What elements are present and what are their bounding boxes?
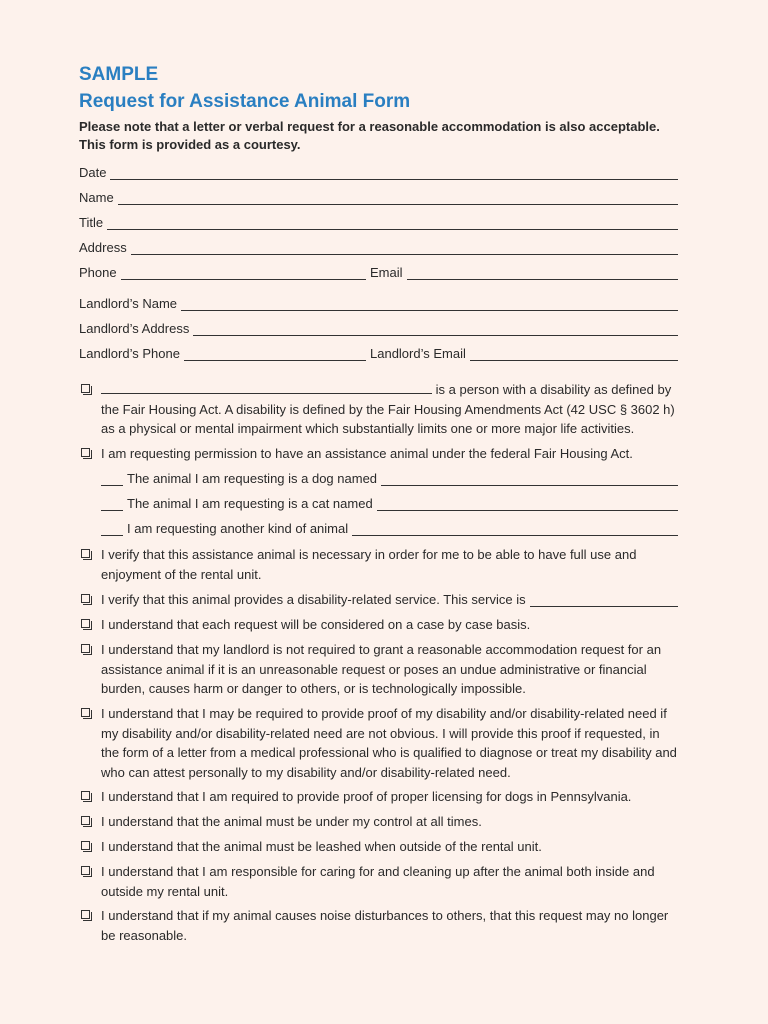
verify-necessary-text: I verify that this assistance animal is necessary in order for me to be able to have full use and enjoyment of the rental unit.	[101, 547, 637, 582]
landlord-address-field[interactable]	[79, 320, 678, 336]
control-text: I understand that the animal must be under my control at all times.	[101, 814, 482, 829]
dog-blank[interactable]	[101, 473, 123, 486]
checkbox-icon[interactable]	[81, 816, 90, 825]
checkbox-icon[interactable]	[81, 619, 90, 628]
name-label: Name	[79, 190, 114, 205]
checkbox-item-caring	[79, 862, 678, 901]
date-label: Date	[79, 165, 107, 180]
disability-tail-text: is a person with a disability as defined by	[435, 382, 672, 397]
landlord-name-field[interactable]	[79, 295, 678, 311]
cat-blank[interactable]	[101, 498, 123, 511]
address-line[interactable]	[131, 242, 678, 255]
cat-name-line[interactable]	[377, 498, 678, 511]
checkbox-item-leashed	[79, 837, 678, 857]
title-field[interactable]	[79, 214, 678, 230]
caring-text: I understand that I am responsible for caring for and cleaning up after the animal both inside and outside my rental unit.	[101, 864, 655, 899]
date-line[interactable]	[110, 167, 678, 180]
checkbox-item-proof	[79, 704, 678, 782]
landlord-email-label: Landlord’s Email	[370, 346, 466, 361]
address-label: Address	[79, 240, 127, 255]
checkbox-icon[interactable]	[81, 644, 90, 653]
checkbox-item-not-required	[79, 640, 678, 699]
checkbox-item-case-by-case	[79, 615, 678, 635]
checkbox-item-verify-necessary	[79, 545, 678, 584]
case-by-case-text: I understand that each request will be considered on a case by case basis.	[101, 617, 531, 632]
disability-rest-text: the Fair Housing Act. A disability is defined by the Fair Housing Amendments Act (42 USC § 3602 h) as a physical or mental impairment which substantially limits one or more major life activities.	[101, 401, 675, 436]
checkbox-icon[interactable]	[81, 866, 90, 875]
checkbox-item-verify-service	[79, 590, 678, 610]
person-name-line[interactable]	[101, 382, 432, 394]
checkbox-item-licensing	[79, 787, 678, 807]
landlord-name-label: Landlord’s Name	[79, 296, 178, 311]
checkbox-item-noise	[79, 906, 678, 945]
landlord-phone-field[interactable]	[79, 345, 366, 361]
checkbox-item-control	[79, 812, 678, 832]
cat-label: The animal I am requesting is a cat named	[127, 496, 373, 511]
landlord-phone-line[interactable]	[184, 348, 366, 361]
checkbox-icon[interactable]	[81, 594, 90, 603]
sample-heading: SAMPLE	[79, 64, 159, 85]
checkbox-icon[interactable]	[81, 448, 90, 457]
dog-label: The animal I am requesting is a dog named	[127, 471, 378, 486]
checkbox-icon[interactable]	[81, 791, 90, 800]
other-label: I am requesting another kind of animal	[127, 521, 349, 536]
landlord-name-line[interactable]	[181, 298, 678, 311]
requesting-text: I am requesting permission to have an assistance animal under the federal Fair Housing Act.	[101, 446, 633, 461]
checkbox-item-requesting	[79, 444, 678, 464]
form-title: Request for Assistance Animal Form	[79, 91, 411, 112]
noise-text: I understand that if my animal causes noise disturbances to others, that this request may no longer be reasonable.	[101, 908, 669, 943]
name-line[interactable]	[118, 192, 678, 205]
title-label: Title	[79, 215, 104, 230]
other-blank[interactable]	[101, 523, 123, 536]
landlord-email-line[interactable]	[470, 348, 678, 361]
landlord-email-field[interactable]	[370, 345, 678, 361]
email-field[interactable]	[370, 264, 678, 280]
phone-label: Phone	[79, 265, 117, 280]
email-line[interactable]	[407, 267, 678, 280]
checkbox-icon[interactable]	[81, 549, 90, 558]
landlord-phone-label: Landlord’s Phone	[79, 346, 180, 361]
email-label: Email	[370, 265, 403, 280]
proof-text: I understand that I may be required to provide proof of my disability and/or disability-related need if my disability and/or disability-related need are not obvious. I will provide this proof if requested, in the form of a letter from a medical professional who is qualified to diagnose or treat my disability and who can attest personally to my disability and/or disability-related need.	[101, 706, 677, 780]
phone-field[interactable]	[79, 264, 366, 280]
dog-name-line[interactable]	[381, 473, 678, 486]
cat-option[interactable]	[101, 495, 678, 511]
verify-service-text: I verify that this animal provides a disability-related service. This service is	[101, 592, 526, 607]
other-option[interactable]	[101, 520, 678, 536]
landlord-address-line[interactable]	[193, 323, 678, 336]
date-field[interactable]	[79, 164, 678, 180]
checkbox-icon[interactable]	[81, 384, 90, 393]
service-line[interactable]	[530, 592, 678, 607]
not-required-text: I understand that my landlord is not required to grant a reasonable accommodation request for an assistance animal if it is an unreasonable request or poses an undue administrative or financial burden, causes harm or danger to others, or is technologically impossible.	[101, 642, 662, 696]
leashed-text: I understand that the animal must be leashed when outside of the rental unit.	[101, 839, 542, 854]
courtesy-note: Please note that a letter or verbal request for a reasonable accommodation is also acceptable. This form is provided as a courtesy.	[79, 119, 660, 152]
checkbox-icon[interactable]	[81, 708, 90, 717]
other-animal-line[interactable]	[352, 523, 678, 536]
checkbox-item-disability	[79, 380, 678, 439]
title-line[interactable]	[107, 217, 678, 230]
name-field[interactable]	[79, 189, 678, 205]
licensing-text: I understand that I am required to provide proof of proper licensing for dogs in Pennsylvania.	[101, 789, 632, 804]
landlord-address-label: Landlord’s Address	[79, 321, 190, 336]
address-field[interactable]	[79, 239, 678, 255]
dog-option[interactable]	[101, 470, 678, 486]
checkbox-icon[interactable]	[81, 841, 90, 850]
checkbox-icon[interactable]	[81, 910, 90, 919]
phone-line[interactable]	[121, 267, 366, 280]
